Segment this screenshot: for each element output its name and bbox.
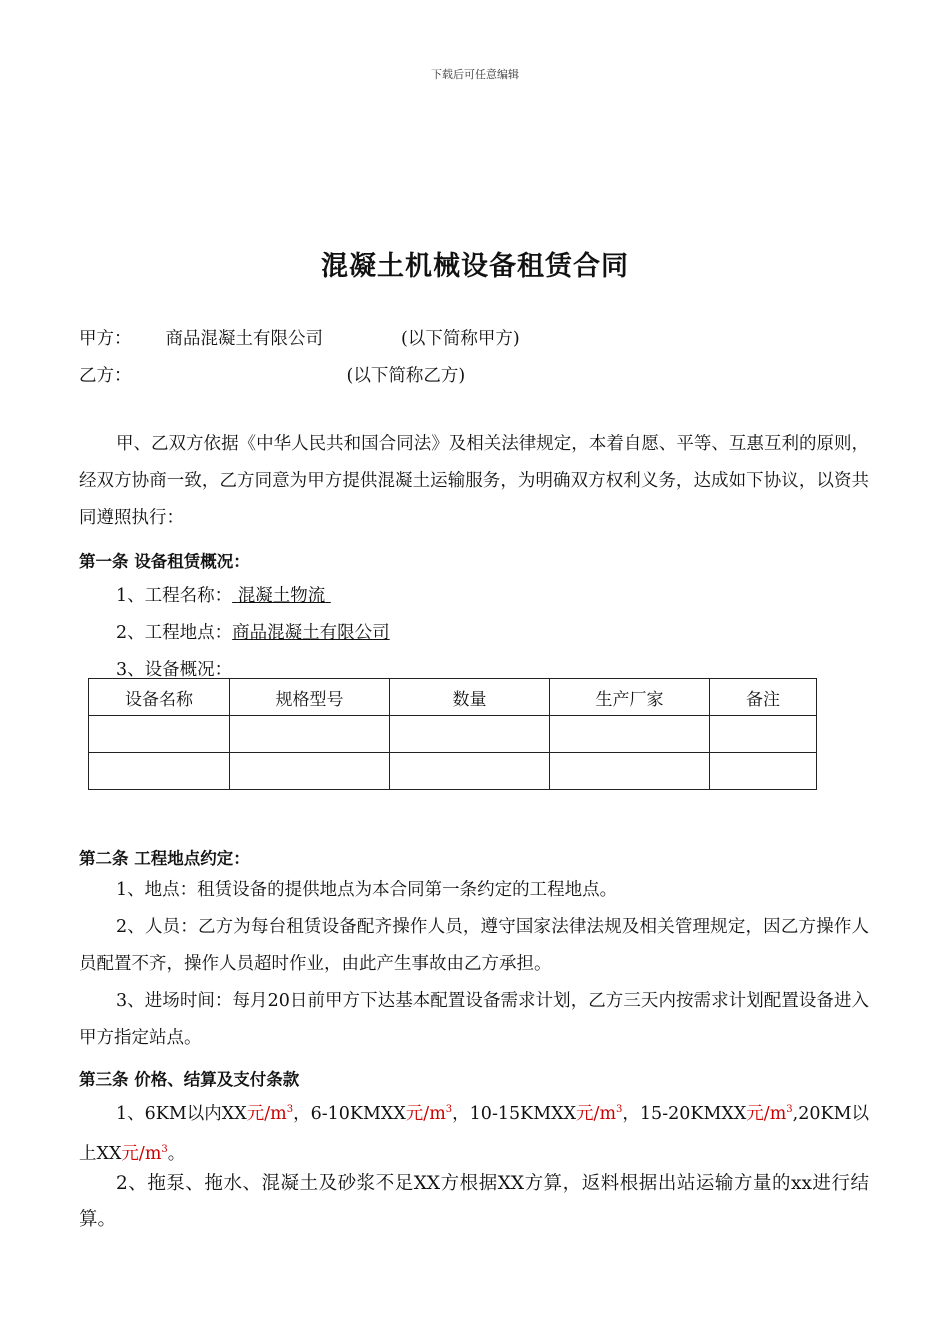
table-cell	[230, 716, 390, 753]
table-row	[89, 753, 817, 790]
table-header-cell: 设备名称	[89, 679, 230, 716]
article3-heading: 第三条 价格、结算及支付条款	[79, 1070, 300, 1089]
table-header-cell: 数量	[390, 679, 550, 716]
party-b-label: 乙方：	[79, 366, 132, 386]
item1-label: 1、工程名称：	[116, 586, 233, 606]
table-cell	[230, 753, 390, 790]
party-a-alias: (以下简称甲方)	[401, 329, 520, 349]
article3-p2: 2、拖泵、拖水、混凝土及砂浆不足XX方根据XX方算，返料根据出站运输方量的xx进行结算。	[79, 1173, 869, 1230]
article2-p3: 3、进场时间：每月20日前甲方下达基本配置设备需求计划，乙方三天内按需求计划配置设备进入甲方指定站点。	[79, 991, 869, 1048]
document-title: 混凝土机械设备租赁合同	[321, 251, 629, 282]
party-a-name: 商品混凝土有限公司	[165, 329, 323, 349]
table-cell	[390, 753, 550, 790]
article3-p1: 1、6KM以内XX元$/m^3$，6-10KMXX元$/m^3$，10-15KMXX元$/m^3$，15-20KMXX元$/m^3,20KM$以上XX元$/m^3$。	[79, 1103, 869, 1164]
article2-p2: 2、人员：乙方为每台租赁设备配齐操作人员，遵守国家法律法规及相关管理规定，因乙方操作人员配置不齐，操作人员超时作业，由此产生事故由乙方承担。	[79, 917, 869, 974]
price-unit: 元$/m^3$	[405, 1103, 453, 1124]
table-cell	[390, 716, 550, 753]
price-unit: 元$/m^3$	[746, 1103, 793, 1124]
table-header-row	[89, 679, 817, 716]
table-cell	[550, 753, 710, 790]
table-header-cell: 生产厂家	[550, 679, 710, 716]
table-cell	[710, 753, 817, 790]
article2-p1: 1、地点：租赁设备的提供地点为本合同第一条约定的工程地点。	[116, 880, 618, 900]
party-b-line	[79, 362, 465, 387]
article1-item1	[116, 582, 331, 607]
header-note: 下载后可任意编辑	[431, 68, 519, 81]
item2-value: 商品混凝土有限公司	[232, 623, 390, 643]
table-header-cell: 备注	[710, 679, 817, 716]
table-cell	[550, 716, 710, 753]
price-unit: 元$/m^3$	[246, 1103, 294, 1124]
intro-paragraph: 甲、乙双方依据《中华人民共和国合同法》及相关法律规定，本着自愿、平等、互惠互利的原则，经双方协商一致，乙方同意为甲方提供混凝土运输服务，为明确双方权利义务，达成如下协议，以资共同遵照执行：	[79, 434, 869, 528]
party-b-alias: (以下简称乙方)	[346, 366, 466, 386]
article1-item3: 3、设备概况：	[116, 660, 233, 680]
article1-heading: 第一条 设备租赁概况：	[79, 552, 250, 571]
party-a-label: 甲方：	[79, 329, 132, 349]
article2-heading: 第二条 工程地点约定：	[79, 849, 250, 868]
table-cell	[89, 753, 230, 790]
item1-value: 混凝土物流	[237, 586, 326, 606]
table-cell	[89, 716, 230, 753]
equipment-table	[88, 678, 817, 790]
article1-item2	[116, 619, 390, 644]
table-header-cell: 规格型号	[230, 679, 390, 716]
price-unit: 元$/m^3$	[121, 1143, 168, 1164]
table-row	[89, 716, 817, 753]
price-unit: 元$/m^3$	[576, 1103, 623, 1124]
table-cell	[710, 716, 817, 753]
party-a-line	[79, 325, 520, 350]
item2-label: 2、工程地点：	[116, 623, 233, 643]
